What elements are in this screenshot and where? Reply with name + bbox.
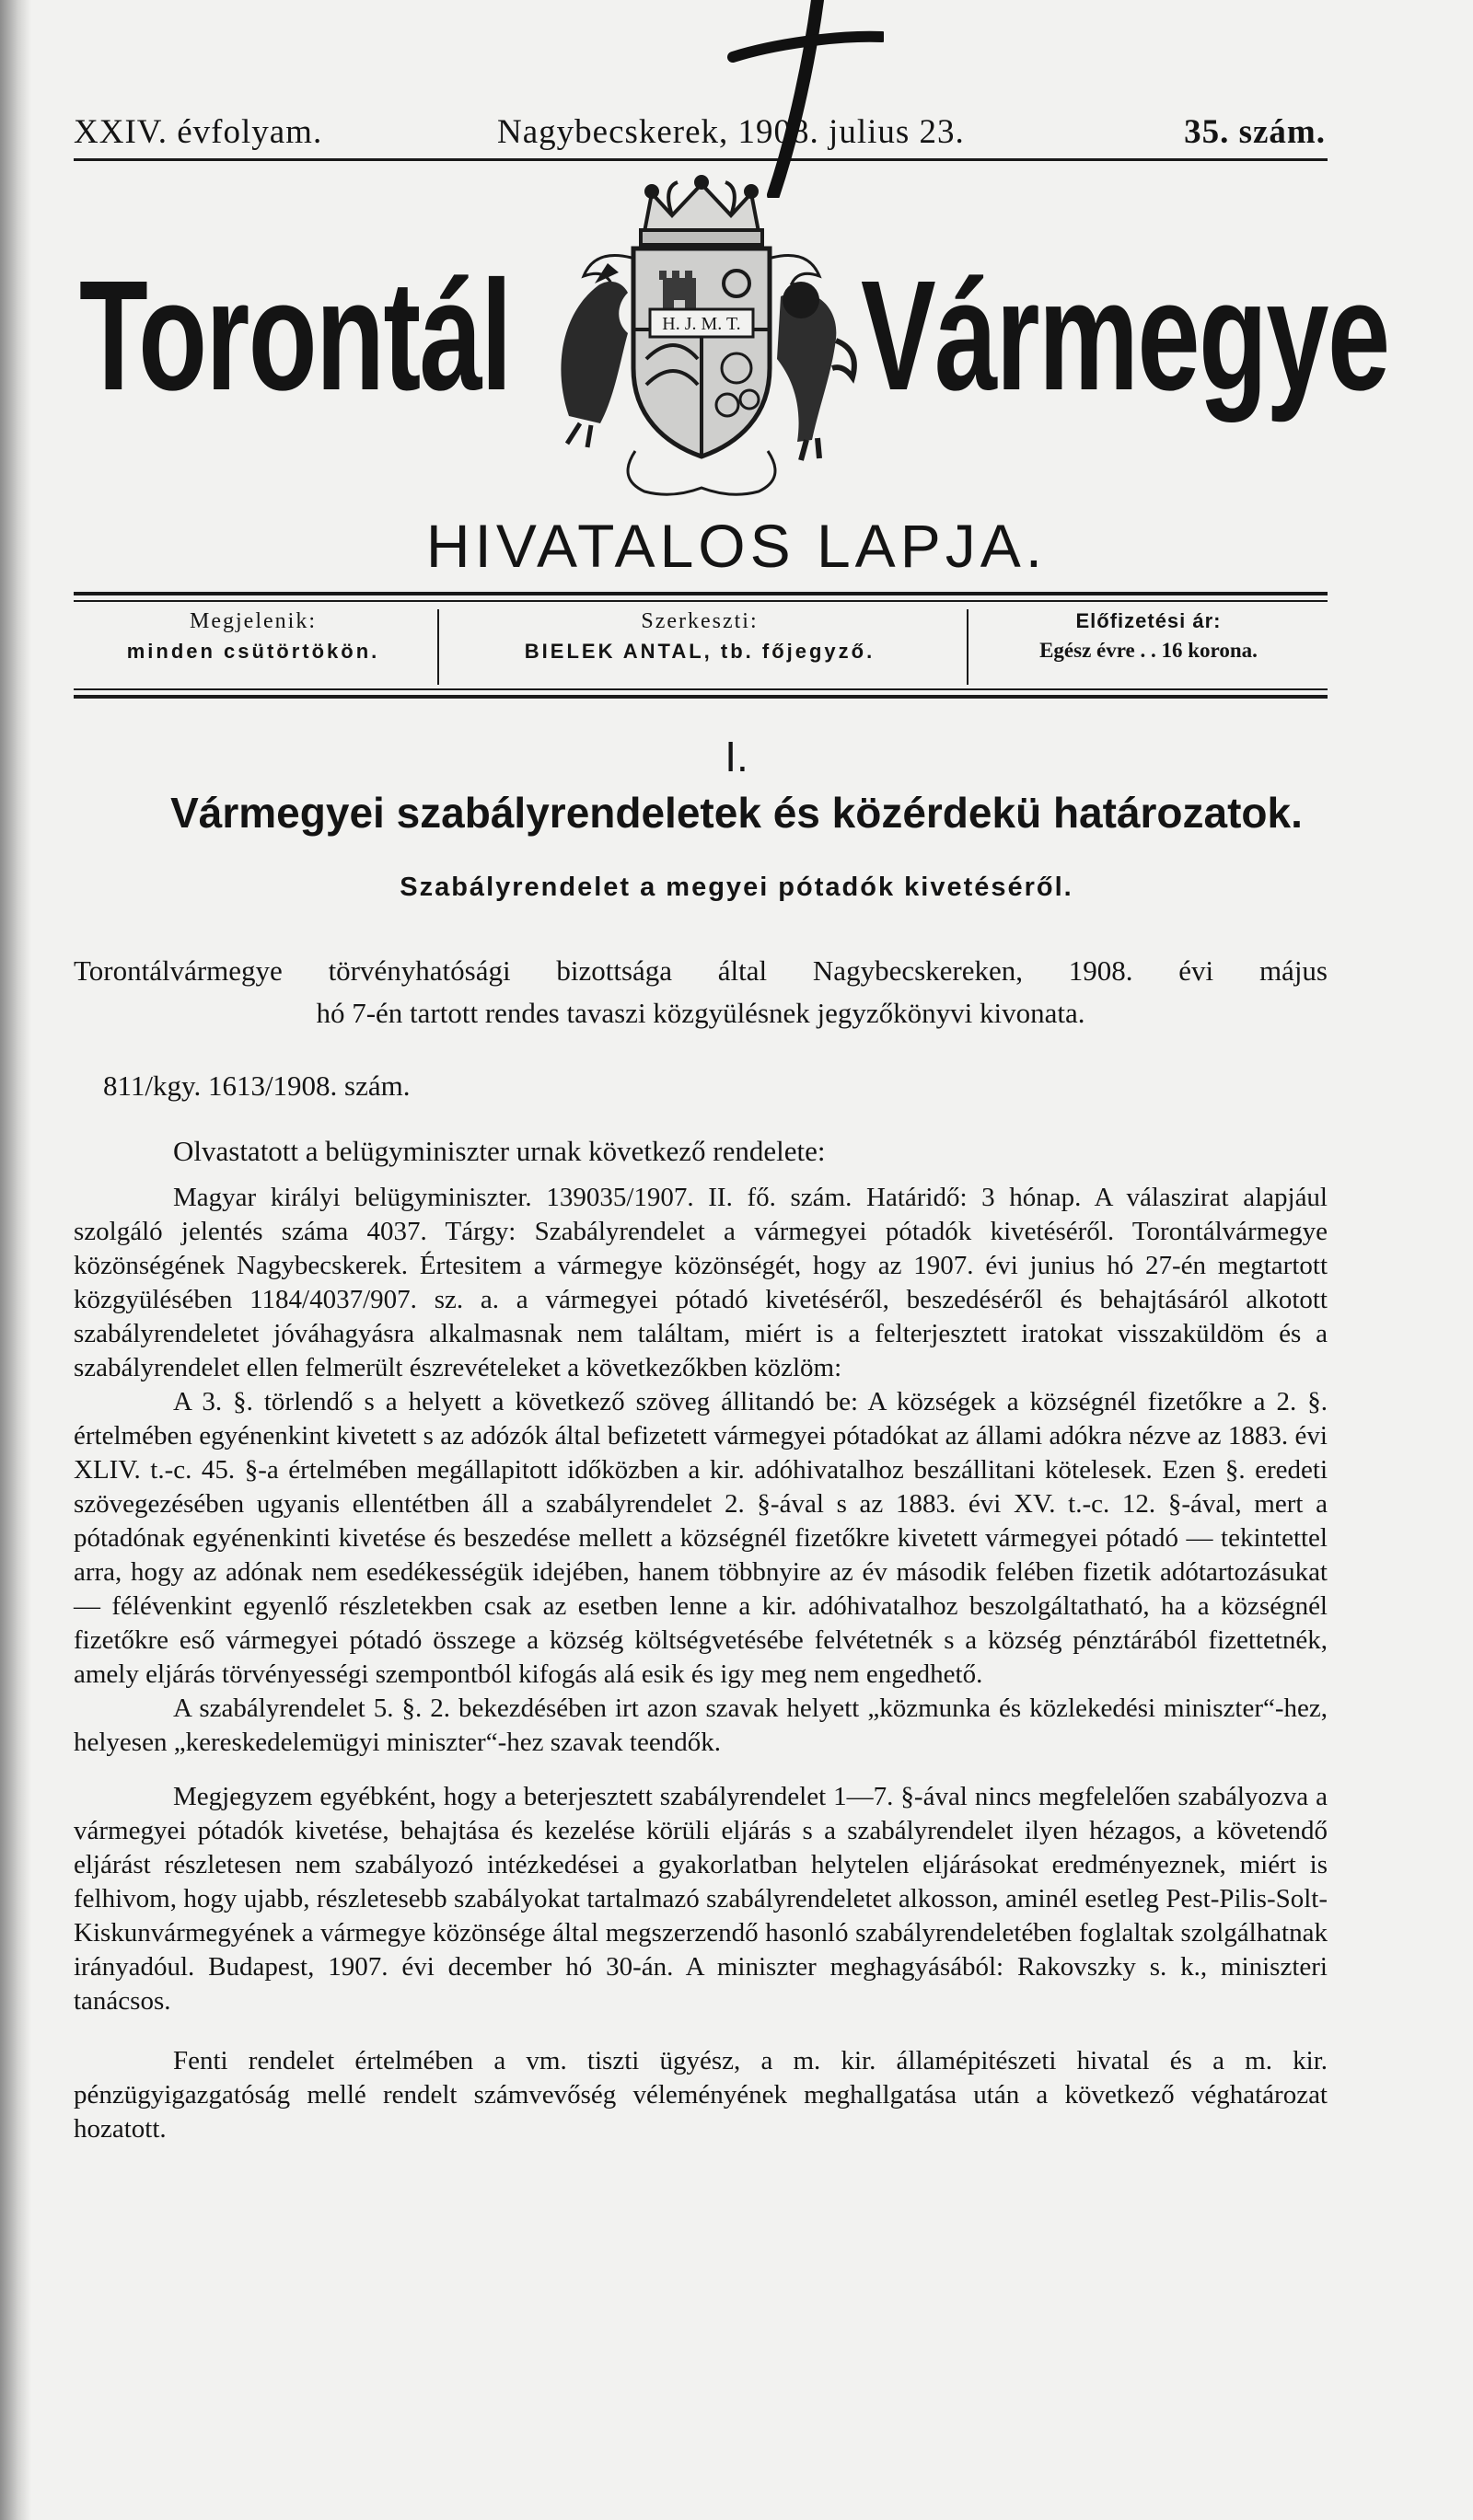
coat-of-arms-icon — [543, 175, 861, 502]
publication-value: minden csütörtökön. — [126, 640, 380, 663]
ink-mark-icon — [718, 0, 884, 198]
title-left-word: Torontál — [79, 249, 511, 423]
body-paragraph: Fenti rendelet értelmében a vm. tiszti ügyész, a m. kir. államépitészeti hivatal és a m. kir. pénzügyigazgatóság mellé rendelt számvevőség véleményének meghallgatása után a következő véghatározat hozatott. — [74, 2046, 1328, 2144]
info-subscription — [971, 609, 1326, 692]
info-divider-1 — [437, 609, 439, 685]
masthead-rule — [74, 158, 1328, 161]
intro-line-1: Torontálvármegye törvényhatósági bizottsága által Nagybecskereken, 1908. évi május — [74, 954, 1328, 987]
article-body — [74, 1134, 1328, 2146]
lion-supporter-icon — [777, 282, 854, 460]
crown-icon — [641, 177, 762, 245]
issue-number: 35. szám. — [1184, 113, 1326, 151]
editor-label: Szerkeszti: — [641, 609, 759, 633]
scan-edge-shadow — [0, 0, 31, 2520]
eagle-supporter-icon — [561, 263, 628, 447]
info-bottom-rule — [74, 695, 1328, 699]
intro-line-2: hó 7-én tartott rendes tavaszi közgyülésnek jegyzőkönyvi kivonata. — [316, 997, 1085, 1029]
info-bottom-rule-thin — [74, 688, 1328, 690]
body-paragraph: A 3. §. törlendő s a helyett a következő szöveg állitandó be: A községek a községnél fizetőkre a 2. §. értelmében egyénenkint kivetett s az adózók által befizetett vármegyei pótadókat az állami adókra nézve az 1883. évi XLIV. t.-c. 45. §-a értelmében megállapitott időközben a kir. adóhivatalhoz beszállitani kötelesek. Ezen §. eredeti szövegezésében ugyanis ellentétben áll a szabályrendelet 2. §-ával s az 1883. évi XV. t.-c. 12. §-ával, mert a pótadónak egyénenkinti kivetése és beszedése mellett a községnél fizetőkre kivetett vármegyei pótadó — tekintettel arra, hogy az adónak nem esedékességük idejében, hanem többnyire az év második felében fizetik adótartozásukat — félévenkint egyenlő részletekben csak az esetben lenne a kir. adóhivatalhoz beszolgáltatható, ha a községnél fizetőkre eső vármegyei pótadó összege a község költségvetésébe felvétetnék s a község pénztárából fizettetnék, amely eljárás törvényességi szempontból kifogás alá esik és igy meg nem engedhető. — [74, 1387, 1328, 1689]
body-paragraph: Megjegyzem egyébként, hogy a beterjesztett szabályrendelet 1—7. §-ával nincs megfelelően szabályozva a vármegyei pótadók kivetése, behajtása és kezelése körüli eljárás s a szabályrendelet ilyen hézagos, a követendő eljárást részletesen nem szabályozó intézkedései a gyakorlatban helytelen eljárásokat eredményeznek, miért is felhivom, hogy ujabb, részletesebb szabályokat tartalmazó szabályrendeletet alkosson, aminél esetleg Pest-Pilis-Solt-Kiskunvármegyének a vármegye közönsége által megszerzendő hasonló szabályrendeletében foglaltak szolgálhatnak irányadóul. Budapest, 1907. évi december hó 30-án. A miniszter meghagyásából: Rakovszky s. k., miniszteri tanácsos. — [74, 1782, 1328, 2016]
intro-block — [74, 950, 1328, 1035]
publication-label: Megjelenik: — [190, 609, 317, 633]
info-divider-2 — [967, 609, 968, 685]
info-top-rule — [74, 592, 1328, 595]
info-editor — [442, 609, 957, 692]
body-paragraph: Magyar királyi belügyminiszter. 139035/1907. II. fő. szám. Határidő: 3 hónap. A válaszirat alapjául szolgáló jelentés száma 4037. Tárgy: Szabályrendelet a vármegyei pótadók kivetéséről. Torontálvármegye közönségének Nagybecskerek. Értesitem a vármegye közönségét, hogy az 1907. évi junius hó 27-én megtartott közgyülésében 1184/4037/907. sz. a. a vármegyei pótadó kivetéséről, beszedéséről és behajtásáról alkotott szabályrendeletet jóváhagyásra alkalmasnak nem találtam, miért is a felterjesztett iratokat visszaküldöm és a szabályrendelet ellen felmerült észrevételeket a következőkben közlöm: — [74, 1183, 1328, 1382]
section-title: Vármegyei szabályrendeletek és közérdekü határozatok. — [170, 789, 1303, 837]
subscription-value: Egész évre . . 16 korona. — [1039, 639, 1258, 662]
reference-number: 811/kgy. 1613/1908. szám. — [103, 1069, 411, 1102]
info-publication — [74, 609, 433, 692]
info-top-rule-thin — [74, 600, 1328, 602]
volume-label: XXIV. évfolyam. — [74, 113, 323, 151]
body-lead: Olvastatott a belügyminiszter urnak következő rendelete: — [173, 1135, 826, 1167]
crest-initials: H. J. M. T. — [662, 314, 741, 334]
subtitle: HIVATALOS LAPJA. — [425, 512, 1048, 580]
subscription-label: Előfizetési ár: — [1075, 609, 1222, 632]
masthead — [74, 112, 1326, 164]
place-date: Nagybecskerek, 1908. julius 23. — [497, 113, 965, 151]
section-number: I. — [725, 733, 748, 780]
regulation-title: Szabályrendelet a megyei pótadók kivetéséről. — [400, 873, 1073, 902]
body-paragraph: A szabályrendelet 5. §. 2. bekezdésében irt azon szavak helyett „közmunka és közlekedési miniszter“-hez, helyesen „kereskedelemügyi miniszter“-hez szavak teendők. — [74, 1693, 1328, 1757]
editor-value: BIELEK ANTAL, tb. főjegyző. — [524, 640, 876, 663]
title-right-word: Vármegye — [861, 249, 1389, 423]
